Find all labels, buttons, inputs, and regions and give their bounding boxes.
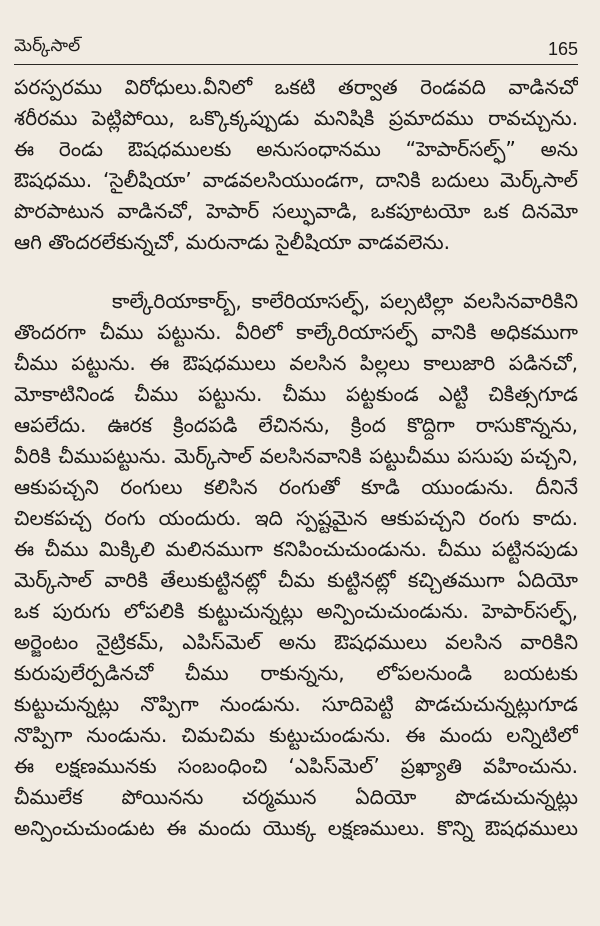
text-line: కురుపులేర్పడినచో చీము రాకున్నను, లోపలనుండి బయటకు — [14, 661, 578, 685]
page-header — [14, 30, 578, 65]
text-line: అర్జెంటం నైట్రికమ్, ఎపిస్‌మెల్ అను ఔషధములు వలసిన వారికిని — [14, 630, 578, 654]
paragraph-gap — [14, 258, 578, 286]
text-line: చిలకపచ్చ రంగు యందురు. ఇది స్పష్టమైన ఆకుపచ్చని రంగు కాదు. — [14, 506, 578, 530]
text-line: ఆపలేదు. ఊరక క్రిందపడి లేచినను, క్రింద కొద్దిగా రాసుకొన్నను, — [14, 413, 578, 437]
paragraph-2 — [14, 286, 578, 844]
text-line: అన్పించుచుండుట ఈ మందు యొక్క లక్షణములు. కొన్ని ఔషధములు — [14, 816, 578, 840]
text-line: మెర్క్‌సాల్ వారికి తేలుకుట్టినట్లో చీమ కుట్టినట్లో కచ్చితముగా ఏదియో — [14, 568, 578, 592]
text-line: పొరపాటున వాడినచో, హెపార్ సల్ఫువాడి, ఒకపూటయో ఒక దినమో — [14, 199, 578, 223]
text-line: ఔషధము. ‘సైలీషియా’ వాడవలసియుండగా, దానికి బదులు మెర్క్‌సాల్ — [14, 168, 578, 192]
running-head: మెర్క్‌సాల్ — [14, 36, 81, 56]
text-line: ఈ రెండు ఔషధములకు అనుసంధానము “హెపార్‌సల్ఫ్” అను — [14, 137, 578, 161]
text-line: నొప్పిగా నుండును. చిమచిమ కుట్టుచుండును. ఈ మందు లన్నిటిలో — [14, 723, 578, 747]
text-line: కుట్టుచున్నట్లు నొప్పిగా నుండును. సూదిపెట్టి పొడచుచున్నట్లుగూడ — [14, 692, 578, 716]
paragraph-1 — [14, 72, 578, 258]
text-line: ఒక పురుగు లోపలికి కుట్టుచున్నట్లు అన్పించుచుండును. హెపార్‌సల్ఫ్, — [14, 599, 578, 623]
text-line: కాల్కేరియాకార్బ్, కాలేరియాసల్ఫ్, పల్సటిల్లా వలసినవారికిని — [112, 289, 578, 313]
text-line: తొందరగా చీము పట్టును. వీరిలో కాల్కేరియాసల్ఫ్ వానికి అధికముగా — [14, 320, 578, 344]
text-line: ఈ చీము మిక్కిలి మలినముగా కనిపించుచుండును. చీము పట్టినపుడు — [14, 537, 578, 561]
page-number: 165 — [547, 39, 578, 59]
text-line: చీము పట్టును. ఈ ఔషధములు వలసిన పిల్లలు కాలుజారి పడినచో, — [14, 351, 578, 375]
text-line: ఆకుపచ్చని రంగులు కలిసిన రంగుతో కూడి యుండును. దీనినే — [14, 475, 578, 499]
page-body — [14, 72, 578, 844]
text-line: పరస్పరము విరోధులు.వీనిలో ఒకటి తర్వాత రెండవది వాడినచో — [14, 75, 578, 99]
text-line: ఈ లక్షణమునకు సంబంధించి ‘ఎపిస్‌మెల్’ ప్రఖ్యాతి వహించును. — [14, 754, 578, 778]
text-line: వీరికి చీముపట్టును. మెర్క్‌సాల్ వలసినవానికి పట్టుచీము పసుపు పచ్చని, — [14, 444, 578, 468]
text-line: ఆగి తొందరలేకున్నచో, మరునాడు సైలీషియా వాడవలెను. — [14, 230, 450, 254]
text-line: మోకాటినిండ చీము పట్టును. చీము పట్టకుండ ఎట్టి చికిత్సగూడ — [14, 382, 578, 406]
text-line: చీములేక పోయినను చర్మమున ఏదియో పొడచుచున్నట్లు — [14, 785, 578, 809]
text-line: శరీరము పెట్లిపోయి, ఒక్కొక్కప్పుడు మనిషికి ప్రమాదము రావచ్చును. — [14, 106, 578, 130]
